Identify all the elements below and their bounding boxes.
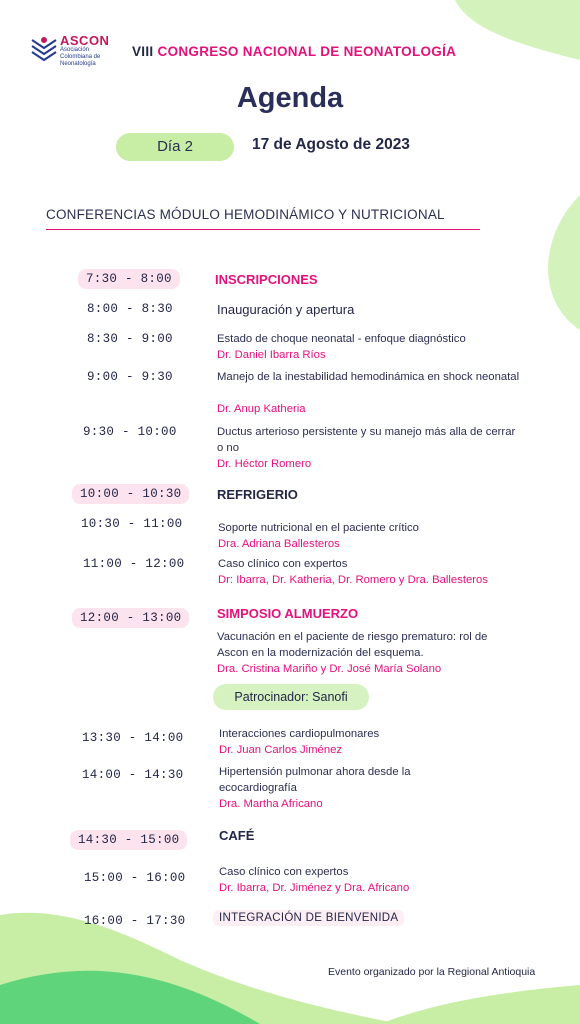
agenda-title: Vacunación en el paciente de riesgo prematuro: rol de Ascon en la modernización del esquema.	[217, 631, 488, 659]
footer-note: Evento organizado por la Regional Antioquia	[328, 966, 536, 978]
agenda-speaker: Dr: Ibarra, Dr. Katheria, Dr. Romero y Dra. Ballesteros	[218, 574, 488, 586]
agenda-speaker: Dr. Ibarra, Dr. Jiménez y Dra. Africano	[219, 882, 410, 894]
agenda-speaker: Dr. Juan Carlos Jiménez	[219, 744, 343, 756]
time-slot: 7:30 - 8:00	[78, 269, 180, 289]
logo-subtitle: Asociación Colombiana de Neonatología	[60, 47, 101, 67]
ascon-logo-icon	[30, 36, 58, 62]
time-slot: 10:30 - 11:00	[81, 517, 183, 531]
time-slot: 16:00 - 17:30	[84, 914, 186, 928]
agenda-title: Interacciones cardiopulmonares	[219, 728, 380, 740]
agenda-title: INTEGRACIÓN DE BIENVENIDA	[213, 910, 404, 926]
agenda-speaker: Dra. Martha Africano	[219, 798, 323, 810]
section-title: CONFERENCIAS MÓDULO HEMODINÁMICO Y NUTRICIONAL	[46, 207, 445, 222]
agenda-title: Estado de choque neonatal - enfoque diagnóstico	[217, 333, 466, 345]
time-slot: 14:30 - 15:00	[70, 830, 187, 850]
agenda-title: Soporte nutricional en el paciente crítico	[218, 522, 419, 534]
time-slot: 8:30 - 9:00	[87, 332, 173, 346]
agenda-title: Manejo de la inestabilidad hemodinámica en shock neonatal	[217, 371, 520, 383]
agenda-title: Caso clínico con expertos	[219, 866, 349, 878]
time-slot: 12:00 - 13:00	[72, 608, 189, 628]
time-slot: 10:00 - 10:30	[72, 484, 189, 504]
congress-name: CONGRESO NACIONAL DE NEONATOLOGÍA	[157, 44, 457, 59]
day-badge: Día 2	[116, 133, 234, 161]
sponsor-badge: Patrocinador: Sanofi	[213, 684, 369, 710]
time-slot: 15:00 - 16:00	[84, 871, 186, 885]
page-title: Agenda	[236, 82, 344, 114]
agenda-speaker: Dr. Anup Katheria	[217, 403, 306, 415]
agenda-speaker: Dr. Héctor Romero	[217, 458, 312, 470]
ascon-logo	[30, 33, 120, 67]
agenda-heading: REFRIGERIO	[217, 487, 298, 502]
time-slot: 11:00 - 12:00	[83, 557, 185, 571]
agenda-speaker: Dra. Adriana Ballesteros	[218, 538, 340, 550]
time-slot: 8:00 - 8:30	[87, 302, 173, 316]
agenda-title: Hipertensión pulmonar ahora desde la ecocardiografía	[219, 766, 411, 794]
agenda-heading: SIMPOSIO ALMUERZO	[217, 606, 359, 621]
agenda-heading: INSCRIPCIONES	[215, 272, 318, 287]
time-slot: 13:30 - 14:00	[82, 731, 184, 745]
agenda-title: Inauguración y apertura	[217, 302, 355, 317]
agenda-title: Caso clínico con expertos	[218, 558, 348, 570]
agenda-speaker: Dr. Daniel Ibarra Ríos	[217, 349, 326, 361]
agenda-speaker: Dra. Cristina Mariño y Dr. José María Solano	[217, 663, 442, 675]
agenda-heading: CAFÉ	[219, 828, 255, 843]
logo-name: ASCON	[60, 33, 110, 48]
time-slot: 9:00 - 9:30	[87, 370, 173, 384]
event-date: 17 de Agosto de 2023	[252, 136, 410, 153]
section-divider	[46, 229, 480, 230]
agenda-title: Ductus arterioso persistente y su manejo más alla de cerrar o no	[217, 426, 516, 454]
time-slot: 9:30 - 10:00	[83, 425, 177, 439]
congress-title	[132, 44, 456, 59]
time-slot: 14:00 - 14:30	[82, 768, 184, 782]
congress-number: VIII	[132, 44, 154, 59]
